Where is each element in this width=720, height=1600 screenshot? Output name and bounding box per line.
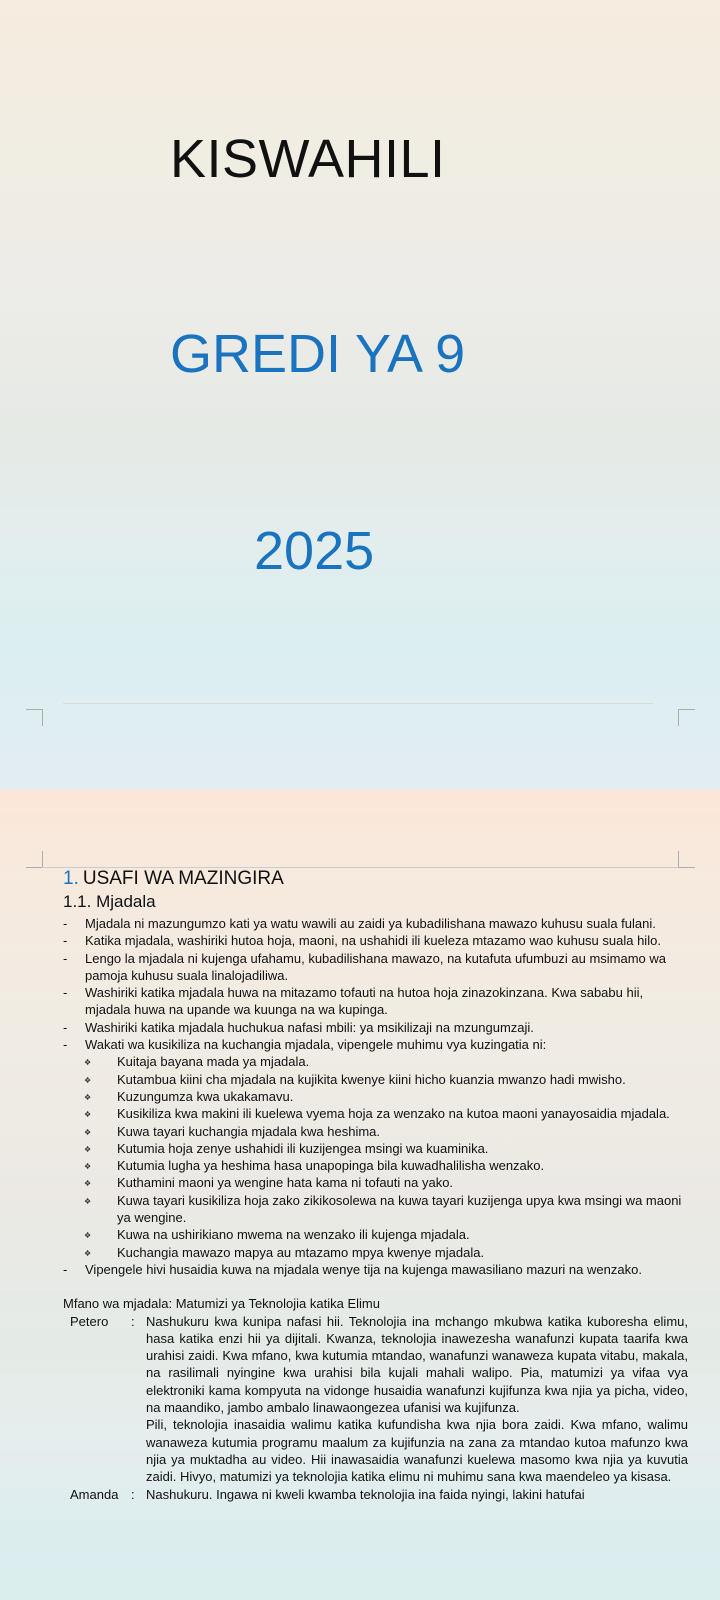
speaker-text — [146, 1313, 688, 1486]
sub-list-item: ❖ Kutumia hoja zenye ushahidi ili kuzijengea msingi wa kuaminika. — [85, 1140, 688, 1157]
list-item: - Vipengele hivi husaidia kuwa na mjadala wenye tija na kujenga mawasiliano mazuri na wenzako. — [63, 1261, 688, 1278]
speech-paragraph: Nashukuru kwa kunipa nafasi hii. Teknolojia ina mchango mkubwa katika kuboresha elimu, hasa katika enzi hii ya dijitali. Kwanza, teknolojia inawezesha wanafunzi kupata taarifa kwa urahisi zaidi. Kwa mfano, kwa kutumia mtandao, wanafunzi wanaweza kupata vitabu, makala, na rasilimali nyingine kwa urahisi bila kujali mahali walipo. Pia, matumizi ya vifaa vya elektroniki kama kompyuta na vidonge husaidia wanafunzi kujifunza kwa njia ya picha, video, na maandiko, jambo ambalo linawaongezea ufanisi wa kujifunza. — [146, 1313, 688, 1416]
list-item — [63, 1036, 688, 1261]
list-item: - Washiriki katika mjadala huchukua nafasi mbili: ya msikilizaji na mzungumzaji. — [63, 1019, 688, 1036]
crop-mark-bottom-left — [26, 851, 43, 868]
cover-year: 2025 — [254, 521, 375, 581]
cover-footer-rule — [63, 703, 653, 704]
speaker-text — [146, 1486, 688, 1503]
cover-page — [0, 0, 720, 790]
document-body — [63, 867, 688, 1503]
list-item: - Washiriki katika mjadala huwa na mitazamo tofauti na hutoa hoja zinazokinzana. Kwa sababu hii, mjadala huwa na upande wa kuunga na wa kupinga. — [63, 984, 688, 1019]
sub-list-item: ❖ Kusikiliza kwa makini ili kuelewa vyema hoja za wenzako na kutoa maoni yanayosaidia mjadala. — [85, 1105, 688, 1122]
speaker-block-amanda — [63, 1486, 688, 1503]
sub-list-item: ❖ Kuwa tayari kusikiliza hoja zako zikikosolewa na kuwa tayari kuzijenga upya kwa msingi wa maoni ya wengine. — [85, 1192, 688, 1227]
sub-list-item: ❖ Kuwa tayari kuchangia mjadala kwa heshima. — [85, 1123, 688, 1140]
section-heading — [63, 867, 688, 891]
list-item: - Katika mjadala, washiriki hutoa hoja, maoni, na ushahidi ili kueleza mtazamo wao kuhusu suala hilo. — [63, 932, 688, 949]
crop-mark-bottom-right — [678, 851, 695, 868]
speaker-name: Petero — [70, 1313, 109, 1329]
crop-mark-top-left — [26, 709, 43, 726]
section-number: 1. — [63, 868, 79, 889]
sub-list-item: ❖ Kuzungumza kwa ukakamavu. — [85, 1088, 688, 1105]
speaker-name: Amanda — [70, 1486, 119, 1502]
sub-list-item: ❖ Kutambua kiini cha mjadala na kujikita kwenye kiini hicho kuanzia mwanzo hadi mwisho. — [85, 1071, 688, 1088]
list-item: - Lengo la mjadala ni kujenga ufahamu, kubadilishana mawazo, na kutafuta ufumbuzi au msimamo wa pamoja kuhusu suala linalojadiliwa. — [63, 950, 688, 985]
sub-list-item: ❖ Kuitaja bayana mada ya mjadala. — [85, 1053, 688, 1070]
speech-paragraph: Nashukuru. Ingawa ni kweli kwamba teknolojia ina faida nyingi, lakini hatufai — [146, 1486, 585, 1502]
speaker-block-petero — [63, 1313, 688, 1486]
cover-grade: GREDI YA 9 — [170, 324, 466, 384]
sub-list-item: ❖ Kuwa na ushirikiano mwema na wenzako ili kujenga mjadala. — [85, 1226, 688, 1243]
subsection-heading: 1.1. Mjadala — [63, 892, 156, 911]
sub-list-item: ❖ Kutumia lugha ya heshima hasa unapopinga bila kuwadhalilisha wenzako. — [85, 1157, 688, 1174]
section-title: USAFI WA MAZINGIRA — [82, 868, 284, 889]
list-item: - Mjadala ni mazungumzo kati ya watu wawili au zaidi ya kubadilishana mawazo kuhusu suala fulani. — [63, 915, 688, 932]
main-points-list — [63, 915, 688, 1278]
speech-paragraph: Pili, teknolojia inasaidia walimu katika kufundisha kwa njia bora zaidi. Kwa mfano, walimu wanaweza kutumia programu maalum za kujifunzia na zana za mtandao kutoa mafunzo kwa njia ya muktadha au video. Hii inawasaidia wanafunzi kuelewa masomo kwa njia ya kuvutia zaidi. Hivyo, matumizi ya teknolojia katika elimu ni muhimu sana kwa maendeleo ya kisasa. — [146, 1417, 688, 1485]
sub-points-list — [85, 1053, 688, 1261]
example-title: Mfano wa mjadala: Matumizi ya Teknolojia katika Elimu — [63, 1296, 380, 1312]
speaker-colon: : — [131, 1313, 135, 1329]
list-item-text: Wakati wa kusikiliza na kuchangia mjadala, vipengele muhimu vya kuzingatia ni: — [85, 1037, 547, 1053]
cover-title: KISWAHILI — [170, 129, 446, 189]
speaker-colon: : — [131, 1486, 135, 1502]
sub-list-item: ❖ Kuthamini maoni ya wengine hata kama ni tofauti na yako. — [85, 1174, 688, 1191]
crop-mark-top-right — [678, 709, 695, 726]
sub-list-item: ❖ Kuchangia mawazo mapya au mtazamo mpya kwenye mjadala. — [85, 1244, 688, 1261]
